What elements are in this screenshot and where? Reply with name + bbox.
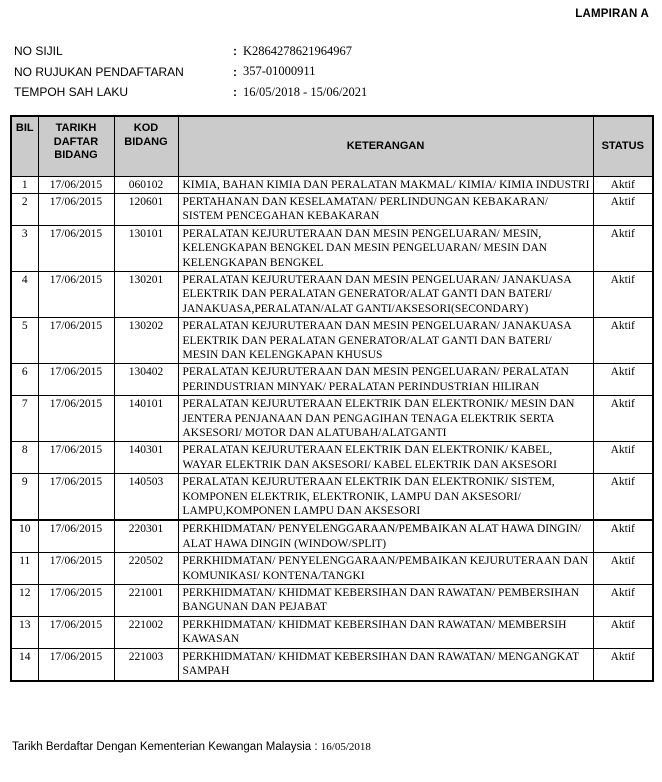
cell-kod-bidang: 120601 [114,193,178,225]
info-row-tempoh-sah-laku [14,82,367,103]
footer-label: Tarikh Berdaftar Dengan Kementerian Kewangan Malaysia : [12,741,318,753]
table-row [11,271,653,317]
cell-kod-bidang: 220502 [114,553,178,585]
no-rujukan-label: NO RUJUKAN PENDAFTARAN [14,64,184,79]
colon-separator: : [233,44,237,59]
cell-status: Aktif [593,364,653,396]
info-row-no-sijil [14,41,367,62]
cell-tarikh-daftar: 17/06/2015 [38,442,114,474]
cell-keterangan: PERALATAN KEJURUTERAAN DAN MESIN PENGELUARAN/ PERALATAN PERINDUSTRIAN MINYAK/ PERALATAN PERINDUSTRIAN HILIRAN [178,364,593,396]
cell-keterangan: PERALATAN KEJURUTERAAN DAN MESIN PENGELUARAN/ JANAKUASA ELEKTRIK DAN PERALATAN GENERATOR/ALAT GANTI DAN BATERI/ MESIN DAN KELENGKAPAN KHUSUS [178,318,593,364]
cell-tarikh-daftar: 17/06/2015 [38,553,114,585]
no-sijil-label: NO SIJIL [14,44,63,59]
header-keterangan: KETERANGAN [178,116,593,176]
cell-kod-bidang: 221001 [114,585,178,617]
cell-keterangan: PERKHIDMATAN/ KHIDMAT KEBERSIHAN DAN RAWATAN/ PEMBERSIHAN BANGUNAN DAN PEJABAT [178,585,593,617]
cell-status: Aktif [593,520,653,552]
header-kod-bidang: KOD BIDANG [114,116,178,176]
table-row [11,225,653,271]
cell-bil: 8 [11,442,38,474]
cell-kod-bidang: 221002 [114,616,178,648]
cell-keterangan: PERALATAN KEJURUTERAAN ELEKTRIK DAN ELEKTRONIK/ MESIN DAN JENTERA PENJANAAN DAN PENGAGIHAN TENAGA ELEKTRIK SERTA AKSESORI/ MOTOR DAN ALATUBAH/ALATGANTI [178,396,593,442]
cell-keterangan: PERALATAN KEJURUTERAAN DAN MESIN PENGELUARAN/ JANAKUASA ELEKTRIK DAN PERALATAN GENERATOR/ALAT GANTI DAN BATERI/ JANAKUASA,PERALATAN/ALAT GANTI/AKSESORI(SECONDARY) [178,271,593,317]
cell-tarikh-daftar: 17/06/2015 [38,585,114,617]
no-rujukan-value: 357-01000911 [243,64,316,79]
cell-kod-bidang: 130201 [114,271,178,317]
table-row [11,520,653,552]
cell-bil: 2 [11,193,38,225]
cell-status: Aktif [593,193,653,225]
cell-kod-bidang: 130202 [114,318,178,364]
cell-tarikh-daftar: 17/06/2015 [38,176,114,193]
cell-bil: 11 [11,553,38,585]
header-tarikh-daftar-bidang: TARIKH DAFTAR BIDANG [38,116,114,176]
cell-status: Aktif [593,648,653,680]
cell-bil: 1 [11,176,38,193]
cell-kod-bidang: 220301 [114,520,178,552]
certificate-info-block [14,41,367,103]
table-row [11,648,653,680]
cell-bil: 6 [11,364,38,396]
no-sijil-value: K2864278621964967 [243,43,353,58]
cell-keterangan: PERALATAN KEJURUTERAAN DAN MESIN PENGELUARAN/ MESIN, KELENGKAPAN BENGKEL DAN MESIN PENGELUARAN/ MESIN DAN KELENGKAPAN BENGKEL [178,225,593,271]
header-status: STATUS [593,116,653,176]
cell-kod-bidang: 140301 [114,442,178,474]
table-row [11,585,653,617]
cell-kod-bidang: 130402 [114,364,178,396]
info-row-no-rujukan [14,62,367,83]
table-row [11,474,653,521]
cell-keterangan: PERKHIDMATAN/ PENYELENGGARAAN/PEMBAIKAN ALAT HAWA DINGIN/ ALAT HAWA DINGIN (WINDOW/SPLIT) [178,520,593,552]
table-row [11,553,653,585]
cell-keterangan: PERALATAN KEJURUTERAAN ELEKTRIK DAN ELEKTRONIK/ KABEL, WAYAR ELEKTRIK DAN AKSESORI/ KABEL ELEKTRIK DAN AKSESORI [178,442,593,474]
cell-tarikh-daftar: 17/06/2015 [38,225,114,271]
table-row [11,318,653,364]
cell-status: Aktif [593,271,653,317]
table-row [11,442,653,474]
cell-status: Aktif [593,553,653,585]
cell-tarikh-daftar: 17/06/2015 [38,318,114,364]
lampiran-label: LAMPIRAN A [575,8,649,20]
cell-tarikh-daftar: 17/06/2015 [38,616,114,648]
cell-status: Aktif [593,318,653,364]
cell-tarikh-daftar: 17/06/2015 [38,193,114,225]
cell-kod-bidang: 140503 [114,474,178,521]
cell-kod-bidang: 221003 [114,648,178,680]
cell-bil: 14 [11,648,38,680]
cell-keterangan: PERTAHANAN DAN KESELAMATAN/ PERLINDUNGAN KEBAKARAN/ SISTEM PENCEGAHAN KEBAKARAN [178,193,593,225]
registration-fields-table [10,115,654,682]
table-row [11,193,653,225]
table-header-row [11,116,653,176]
cell-tarikh-daftar: 17/06/2015 [38,520,114,552]
cell-keterangan: PERKHIDMATAN/ KHIDMAT KEBERSIHAN DAN RAWATAN/ MENGANGKAT SAMPAH [178,648,593,680]
cell-bil: 10 [11,520,38,552]
cell-kod-bidang: 140101 [114,396,178,442]
cell-tarikh-daftar: 17/06/2015 [38,271,114,317]
cell-keterangan: KIMIA, BAHAN KIMIA DAN PERALATAN MAKMAL/ KIMIA/ KIMIA INDUSTRI [178,176,593,193]
colon-separator: : [233,64,237,79]
cell-tarikh-daftar: 17/06/2015 [38,396,114,442]
cell-status: Aktif [593,225,653,271]
footer-date: 16/05/2018 [320,741,371,753]
cell-status: Aktif [593,474,653,521]
cell-kod-bidang: 130101 [114,225,178,271]
cell-bil: 13 [11,616,38,648]
registration-date-footer [12,741,371,753]
cell-bil: 12 [11,585,38,617]
cell-kod-bidang: 060102 [114,176,178,193]
cell-tarikh-daftar: 17/06/2015 [38,474,114,521]
cell-bil: 4 [11,271,38,317]
cell-status: Aktif [593,616,653,648]
cell-status: Aktif [593,585,653,617]
colon-separator: : [233,85,237,100]
cell-status: Aktif [593,396,653,442]
cell-tarikh-daftar: 17/06/2015 [38,364,114,396]
cell-bil: 5 [11,318,38,364]
table-row [11,616,653,648]
cell-status: Aktif [593,442,653,474]
header-bil: BIL [11,116,38,176]
tempoh-sah-laku-label: TEMPOH SAH LAKU [14,85,129,100]
cell-tarikh-daftar: 17/06/2015 [38,648,114,680]
cell-keterangan: PERKHIDMATAN/ KHIDMAT KEBERSIHAN DAN RAWATAN/ MEMBERSIH KAWASAN [178,616,593,648]
cell-keterangan: PERKHIDMATAN/ PENYELENGGARAAN/PEMBAIKAN KEJURUTERAAN DAN KOMUNIKASI/ KONTENA/TANGKI [178,553,593,585]
cell-bil: 9 [11,474,38,521]
cell-status: Aktif [593,176,653,193]
table-row [11,364,653,396]
cell-bil: 7 [11,396,38,442]
cell-keterangan: PERALATAN KEJURUTERAAN ELEKTRIK DAN ELEKTRONIK/ SISTEM, KOMPONEN ELEKTRIK, ELEKTRONIK, LAMPU DAN AKSESORI/ LAMPU,KOMPONEN LAMPU DAN AKSESORI [178,474,593,521]
table-row [11,176,653,193]
table-row [11,396,653,442]
tempoh-sah-laku-value: 16/05/2018 - 15/06/2021 [243,84,368,99]
table-body [11,176,653,681]
cell-bil: 3 [11,225,38,271]
